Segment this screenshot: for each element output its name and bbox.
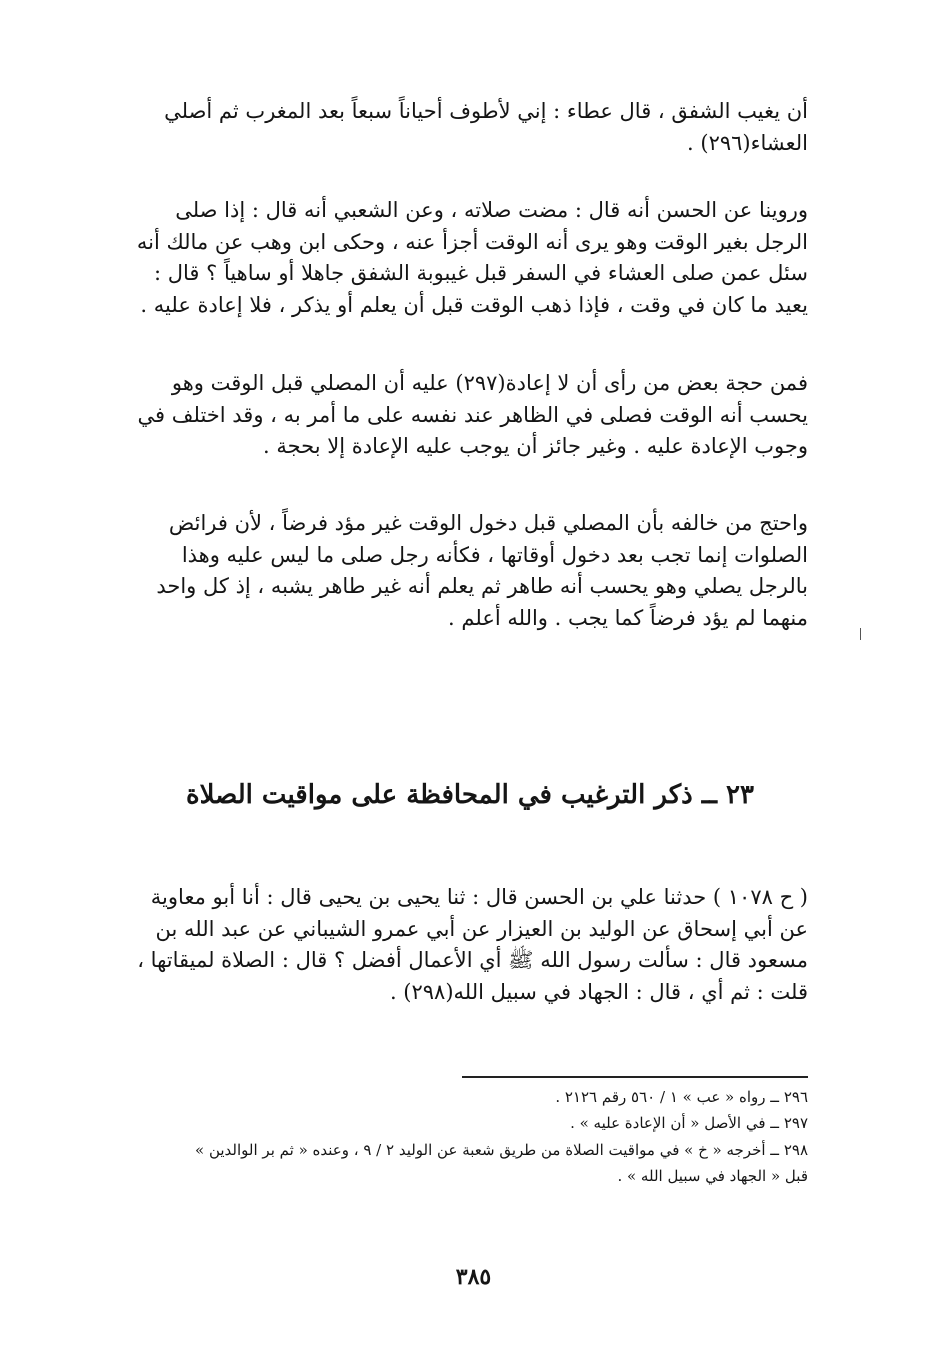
footnote-line: ٢٩٧ ــ في الأصل « أن الإعادة عليه » . bbox=[570, 1114, 808, 1133]
text-line: الصلوات إنما تجب بعد دخول أوقاتها ، فكأنه رجل صلى ما ليس عليه وهذا bbox=[181, 542, 808, 567]
text-line: سئل عمن صلى العشاء في السفر قبل غيبوبة الشفق جاهلا أو ساهياً ؟ قال : bbox=[154, 261, 808, 285]
text-line: ( ح ١٠٧٨ ) حدثنا علي بن الحسن قال : ثنا يحيى بن يحيى قال : أنا أبو معاوية bbox=[150, 885, 808, 909]
text-line: بالرجل يصلي وهو يحسب أنه طاهر ثم يعلم أنه غير طاهر يشبه ، إذ كل واحد bbox=[156, 574, 808, 598]
section-heading: ٢٣ ــ ذكر الترغيب في المحافظة على مواقيت الصلاة bbox=[186, 780, 754, 810]
page-number: ٣٨٥ bbox=[455, 1264, 492, 1290]
margin-mark bbox=[860, 628, 861, 640]
footnote-line: قبل « الجهاد في سبيل الله » . bbox=[617, 1166, 808, 1185]
paragraph-3 bbox=[132, 368, 808, 463]
text-line: يعيد ما كان في وقت ، فإذا ذهب الوقت قبل أن يعلم أو يذكر ، فلا إعادة عليه . bbox=[140, 292, 808, 317]
text-line: يحسب أنه الوقت فصلى في الظاهر عند نفسه على ما أمر به ، وقد اختلف في bbox=[137, 402, 808, 427]
text-line: أن يغيب الشفق ، قال عطاء : إني لأطوف أحياناً سبعاً بعد المغرب ثم أصلي bbox=[164, 99, 808, 123]
footnote-line: ٢٩٦ ــ رواه « عب » ١ / ٥٦٠ رقم ٢١٢٦ . bbox=[555, 1088, 808, 1106]
footnote-line: ٢٩٨ ــ أخرجه « خ » في مواقيت الصلاة من طريق شعبة عن الوليد ٢ / ٩ ، وعنده « ثم بر الوالدين » bbox=[195, 1140, 808, 1159]
paragraph-4 bbox=[132, 508, 808, 634]
footnote-divider bbox=[462, 1076, 808, 1078]
text-line: عن أبي إسحاق عن الوليد بن العيزار عن أبي عمرو الشيباني عن عبد الله بن bbox=[155, 916, 808, 941]
footnotes bbox=[132, 1084, 808, 1189]
text-line: قلت : ثم أي ، قال : الجهاد في سبيل الله(٢٩٨) . bbox=[389, 979, 808, 1004]
text-line: العشاء(٢٩٦) . bbox=[687, 130, 808, 155]
text-line: مسعود قال : سألت رسول الله ﷺ أي الأعمال أفضل ؟ قال : الصلاة لميقاتها ، bbox=[137, 948, 808, 972]
paragraph-2 bbox=[132, 195, 808, 321]
hadith-paragraph bbox=[132, 882, 808, 1008]
text-line: وروينا عن الحسن أنه قال : مضت صلاته ، وعن الشعبي أنه قال : إذا صلى bbox=[175, 198, 808, 222]
text-line: فمن حجة بعض من رأى أن لا إعادة(٢٩٧) عليه أن المصلي قبل الوقت وهو bbox=[171, 371, 808, 395]
text-line: واحتج من خالفه بأن المصلي قبل دخول الوقت غير مؤد فرضاً ، لأن فرائض bbox=[168, 511, 808, 535]
text-line: منهما لم يؤد فرضاً كما يجب . والله أعلم . bbox=[448, 605, 808, 630]
text-line: وجوب الإعادة عليه . وغير جائز أن يوجب عليه الإعادة إلا بحجة . bbox=[263, 434, 808, 458]
paragraph-1 bbox=[132, 96, 808, 159]
text-line: الرجل بغير الوقت وهو يرى أنه الوقت أجزأ عنه ، وحكى ابن وهب عن مالك أنه bbox=[136, 229, 808, 254]
